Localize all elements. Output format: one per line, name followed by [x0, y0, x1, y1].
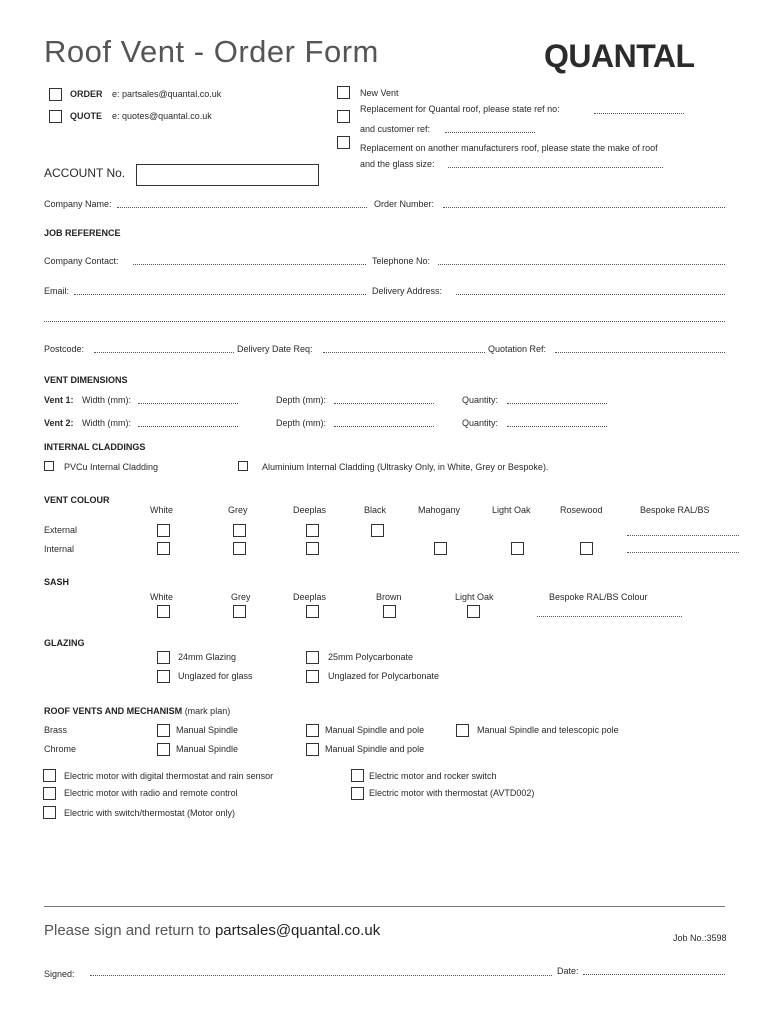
new-vent-label: New Vent [360, 88, 399, 98]
vent2-label: Vent 2: [44, 418, 74, 428]
electric5-checkbox[interactable] [43, 806, 56, 819]
vent-colour-col-deeplas: Deeplas [293, 505, 327, 515]
signature-line[interactable] [90, 975, 552, 976]
date-label: Date: [557, 966, 579, 976]
external-black-checkbox[interactable] [371, 524, 384, 537]
sash-col-bespoke: Bespoke RAL/BS Colour [549, 592, 648, 602]
quotation-ref-line[interactable] [555, 352, 725, 353]
replacement-quantal-label: Replacement for Quantal roof, please state ref no: [360, 104, 560, 114]
chrome-spindle-pole-label: Manual Spindle and pole [325, 744, 425, 754]
sash-col-brown: Brown [376, 592, 402, 602]
job-reference-heading: JOB REFERENCE [44, 228, 121, 238]
return-email[interactable]: partsales@quantal.co.uk [214, 922, 381, 939]
vent1-quantity-label: Quantity: [462, 395, 499, 405]
vent2-quantity-label: Quantity: [462, 418, 499, 428]
brass-manual-spindle-label: Manual Spindle [176, 725, 239, 735]
account-number-field[interactable] [136, 164, 319, 186]
external-bespoke-line[interactable] [627, 535, 739, 536]
brass-spindle-telescopic-checkbox[interactable] [456, 724, 469, 737]
vent-colour-col-rosewood: Rosewood [560, 505, 603, 515]
electric3-checkbox[interactable] [43, 787, 56, 800]
vent2-width-line[interactable] [138, 426, 238, 427]
vent2-depth-label: Depth (mm): [276, 418, 327, 428]
sash-white-checkbox[interactable] [157, 605, 170, 618]
job-number: Job No.:3598 [673, 933, 727, 943]
company-contact-line[interactable] [133, 264, 366, 265]
chrome-label: Chrome [44, 744, 77, 754]
mechanism-heading: ROOF VENTS AND MECHANISM [44, 706, 183, 716]
postcode-line[interactable] [94, 352, 234, 353]
footer-divider [44, 906, 725, 907]
chrome-manual-spindle-checkbox[interactable] [157, 743, 170, 756]
replacement-other-label-1: Replacement on another manufacturers roof, please state the make of roof [360, 143, 658, 153]
vent-colour-col-mahogany: Mahogany [418, 505, 461, 515]
sash-deeplas-checkbox[interactable] [306, 605, 319, 618]
email-line[interactable] [74, 294, 366, 295]
company-name-label: Company Name: [44, 199, 112, 209]
aluminium-cladding-checkbox[interactable] [238, 461, 248, 471]
internal-rosewood-checkbox[interactable] [580, 542, 593, 555]
pvcu-cladding-checkbox[interactable] [44, 461, 54, 471]
quotation-ref-label: Quotation Ref: [488, 344, 547, 354]
order-email: e: partsales@quantal.co.uk [112, 89, 222, 99]
unglazed-poly-checkbox[interactable] [306, 670, 319, 683]
internal-light-oak-checkbox[interactable] [511, 542, 524, 555]
vent2-quantity-line[interactable] [507, 426, 607, 427]
quantal-logo: QUANTAL [544, 38, 695, 74]
delivery-date-label: Delivery Date Req: [237, 344, 313, 354]
glazing-24mm-label: 24mm Glazing [178, 652, 237, 662]
glass-size-line[interactable] [448, 167, 663, 168]
order-label: ORDER [70, 89, 103, 99]
replacement-other-checkbox[interactable] [337, 136, 350, 149]
sash-col-white: White [150, 592, 174, 602]
glazing-heading: GLAZING [44, 638, 85, 648]
internal-deeplas-checkbox[interactable] [306, 542, 319, 555]
delivery-address-line[interactable] [456, 294, 725, 295]
sash-heading: SASH [44, 577, 70, 587]
electric4-checkbox[interactable] [351, 787, 364, 800]
vent-dimensions-heading: VENT DIMENSIONS [44, 375, 128, 385]
sash-grey-checkbox[interactable] [233, 605, 246, 618]
vent1-depth-line[interactable] [334, 403, 434, 404]
internal-label: Internal [44, 544, 75, 554]
new-vent-checkbox[interactable] [337, 86, 350, 99]
vent-colour-col-white: White [150, 505, 174, 515]
email-label: Email: [44, 286, 70, 296]
electric2-label: Electric motor and rocker switch [369, 771, 497, 781]
quote-email: e: quotes@quantal.co.uk [112, 111, 212, 121]
mechanism-heading-note: (mark plan) [184, 706, 231, 716]
unglazed-glass-label: Unglazed for glass [178, 671, 253, 681]
customer-ref-line[interactable] [445, 132, 535, 133]
external-grey-checkbox[interactable] [233, 524, 246, 537]
vent1-width-label: Width (mm): [82, 395, 131, 405]
replacement-other-label-2: and the glass size: [360, 159, 435, 169]
chrome-spindle-pole-checkbox[interactable] [306, 743, 319, 756]
signed-label: Signed: [44, 969, 75, 979]
vent1-depth-label: Depth (mm): [276, 395, 327, 405]
quote-checkbox[interactable] [49, 110, 62, 123]
internal-white-checkbox[interactable] [157, 542, 170, 555]
brass-manual-spindle-checkbox[interactable] [157, 724, 170, 737]
account-label: ACCOUNT No. [44, 166, 126, 180]
sash-bespoke-line[interactable] [537, 616, 682, 617]
sash-light-oak-checkbox[interactable] [467, 605, 480, 618]
electric4-label: Electric motor with thermostat (AVTD002) [369, 788, 535, 798]
brass-label: Brass [44, 725, 68, 735]
sash-col-grey: Grey [231, 592, 251, 602]
telephone-line[interactable] [438, 264, 725, 265]
external-label: External [44, 525, 78, 535]
quote-label: QUOTE [70, 111, 103, 121]
vent2-width-label: Width (mm): [82, 418, 131, 428]
mechanism-heading-wrap [44, 706, 230, 716]
vent-colour-col-bespoke: Bespoke RAL/BS [640, 505, 710, 515]
return-text: Please sign and return to [44, 922, 211, 939]
external-white-checkbox[interactable] [157, 524, 170, 537]
internal-grey-checkbox[interactable] [233, 542, 246, 555]
electric2-checkbox[interactable] [351, 769, 364, 782]
vent-colour-col-light-oak: Light Oak [492, 505, 531, 515]
brass-spindle-pole-checkbox[interactable] [306, 724, 319, 737]
glazing-24mm-checkbox[interactable] [157, 651, 170, 664]
postcode-label: Postcode: [44, 344, 85, 354]
aluminium-cladding-label: Aluminium Internal Cladding (Ultrasky Only, in White, Grey or Bespoke). [262, 462, 549, 472]
return-instructions [44, 922, 380, 939]
vent-colour-col-black: Black [364, 505, 387, 515]
brass-spindle-pole-label: Manual Spindle and pole [325, 725, 425, 735]
page-title: Roof Vent - Order Form [44, 34, 379, 69]
vent-colour-heading: VENT COLOUR [44, 495, 110, 505]
external-deeplas-checkbox[interactable] [306, 524, 319, 537]
unglazed-poly-label: Unglazed for Polycarbonate [328, 671, 440, 681]
delivery-address-label: Delivery Address: [372, 286, 443, 296]
vent1-label: Vent 1: [44, 395, 74, 405]
internal-claddings-heading: INTERNAL CLADDINGS [44, 442, 146, 452]
date-line[interactable] [583, 974, 725, 975]
electric1-label: Electric motor with digital thermostat and rain sensor [64, 771, 274, 781]
brass-spindle-telescopic-label: Manual Spindle and telescopic pole [477, 725, 619, 735]
sash-col-deeplas: Deeplas [293, 592, 327, 602]
internal-mahogany-checkbox[interactable] [434, 542, 447, 555]
electric1-checkbox[interactable] [43, 769, 56, 782]
vent-colour-col-grey: Grey [228, 505, 248, 515]
unglazed-glass-checkbox[interactable] [157, 670, 170, 683]
sash-brown-checkbox[interactable] [383, 605, 396, 618]
customer-ref-label: and customer ref: [360, 124, 431, 134]
glazing-25mm-poly-checkbox[interactable] [306, 651, 319, 664]
vent1-width-line[interactable] [138, 403, 238, 404]
electric5-label: Electric with switch/thermostat (Motor only) [64, 808, 236, 818]
pvcu-cladding-label: PVCu Internal Cladding [64, 462, 159, 472]
vent1-quantity-line[interactable] [507, 403, 607, 404]
vent2-depth-line[interactable] [334, 426, 434, 427]
replacement-quantal-checkbox[interactable] [337, 110, 350, 123]
electric3-label: Electric motor with radio and remote control [64, 788, 238, 798]
telephone-label: Telephone No: [372, 256, 431, 266]
order-checkbox[interactable] [49, 88, 62, 101]
delivery-date-line[interactable] [323, 352, 485, 353]
company-name-line[interactable] [117, 207, 367, 208]
company-contact-label: Company Contact: [44, 256, 119, 266]
glazing-25mm-poly-label: 25mm Polycarbonate [328, 652, 414, 662]
order-number-label: Order Number: [374, 199, 435, 209]
delivery-address-line-2[interactable] [44, 321, 725, 322]
chrome-manual-spindle-label: Manual Spindle [176, 744, 239, 754]
internal-bespoke-line[interactable] [627, 552, 739, 553]
order-number-line[interactable] [443, 207, 725, 208]
ref-no-line[interactable] [594, 113, 684, 114]
sash-col-light-oak: Light Oak [455, 592, 494, 602]
